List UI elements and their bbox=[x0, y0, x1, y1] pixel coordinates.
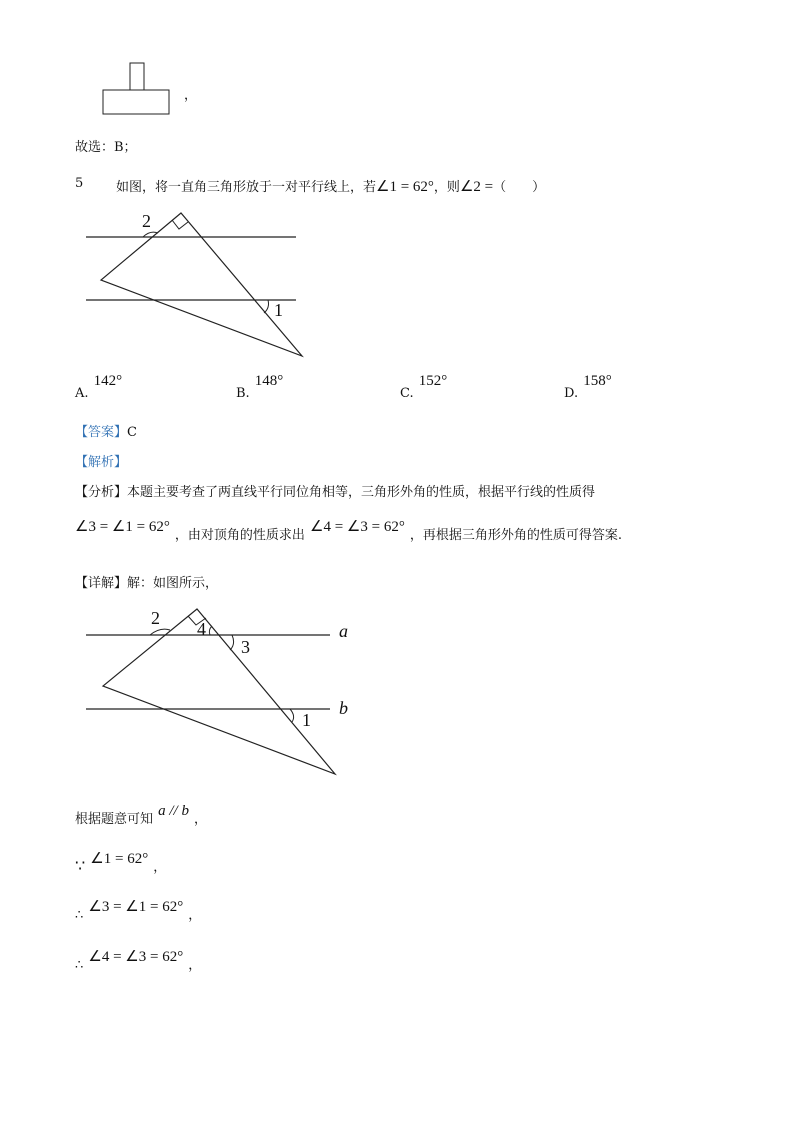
step-3 bbox=[75, 896, 202, 923]
step-1 bbox=[75, 800, 208, 827]
step-2-expr: ∠1 = 62° bbox=[90, 851, 149, 867]
fenxi-tag: 【分析】 bbox=[75, 485, 128, 500]
question-number: 5 bbox=[75, 176, 84, 191]
analysis-tag: 【解析】 bbox=[75, 455, 128, 470]
detail-label-angle2: 2 bbox=[151, 608, 160, 628]
step-4-expr: ∠4 = ∠3 = 62° bbox=[88, 949, 184, 965]
detail-triangle bbox=[103, 609, 335, 774]
step-3-suffix: ， bbox=[188, 908, 202, 923]
detail-label-angle1: 1 bbox=[302, 710, 311, 730]
answer-tag: 【答案】 bbox=[75, 425, 128, 440]
fenxi-text: 本题主要考查了两直线平行同位角相等，三角形外角的性质，根据平行线的性质得 bbox=[127, 485, 596, 500]
option-b-letter: B. bbox=[236, 386, 250, 401]
figure-label-angle2: 2 bbox=[142, 211, 151, 231]
option-b-value: 148° bbox=[254, 373, 284, 389]
detail-label-angle3: 3 bbox=[241, 637, 250, 657]
step-2-suffix: ， bbox=[153, 860, 167, 875]
selection-line: 故选：B； bbox=[75, 140, 137, 155]
fenxi-expr1: ∠3 = ∠1 = 62° bbox=[75, 519, 170, 535]
option-d-letter: D. bbox=[564, 386, 579, 401]
angle1-expression: ∠1 = 62° bbox=[376, 179, 434, 195]
question-paren: （ ） bbox=[493, 180, 546, 195]
option-c-value: 152° bbox=[418, 373, 448, 389]
step-2 bbox=[75, 848, 167, 875]
figure-label-angle1: 1 bbox=[274, 300, 283, 320]
fenxi-expr2: ∠4 = ∠3 = 62° bbox=[310, 519, 405, 535]
option-c-letter: C. bbox=[400, 386, 414, 401]
question-text-middle: ，则 bbox=[433, 180, 460, 195]
fenxi-text2: ，由对顶角的性质求出 bbox=[174, 528, 305, 543]
option-a-value: 142° bbox=[93, 373, 123, 389]
detail-label-angle4: 4 bbox=[197, 619, 206, 639]
question-text-before: 如图，将一直角三角形放于一对平行线上，若 bbox=[116, 180, 377, 195]
angle2-expression: ∠2 = bbox=[459, 179, 494, 195]
step-1-prefix: 根据题意可知 bbox=[75, 812, 154, 827]
option-d-value: 158° bbox=[583, 373, 612, 389]
step-4-suffix: ， bbox=[188, 958, 202, 973]
step-3-prefix: ∴ bbox=[75, 908, 84, 923]
step-4 bbox=[75, 946, 202, 973]
step-1-suffix: ， bbox=[194, 812, 208, 827]
figure-comma: ， bbox=[184, 88, 198, 103]
step-4-prefix: ∴ bbox=[75, 958, 84, 973]
detail-text: 解：如图所示， bbox=[127, 576, 219, 591]
detail-tag: 【详解】 bbox=[75, 576, 128, 591]
step-2-prefix: ∵ bbox=[75, 856, 86, 875]
option-a-letter: A. bbox=[75, 386, 89, 401]
detail-label-line-b: b bbox=[339, 698, 348, 718]
detail-angle3-arc bbox=[230, 635, 234, 650]
step-3-expr: ∠3 = ∠1 = 62° bbox=[88, 899, 184, 915]
step-1-expr: a // b bbox=[158, 803, 189, 819]
answer-value: C bbox=[127, 425, 137, 440]
fenxi-text3: ，再根据三角形外角的性质可得答案. bbox=[409, 528, 623, 543]
detail-label-line-a: a bbox=[339, 621, 348, 641]
